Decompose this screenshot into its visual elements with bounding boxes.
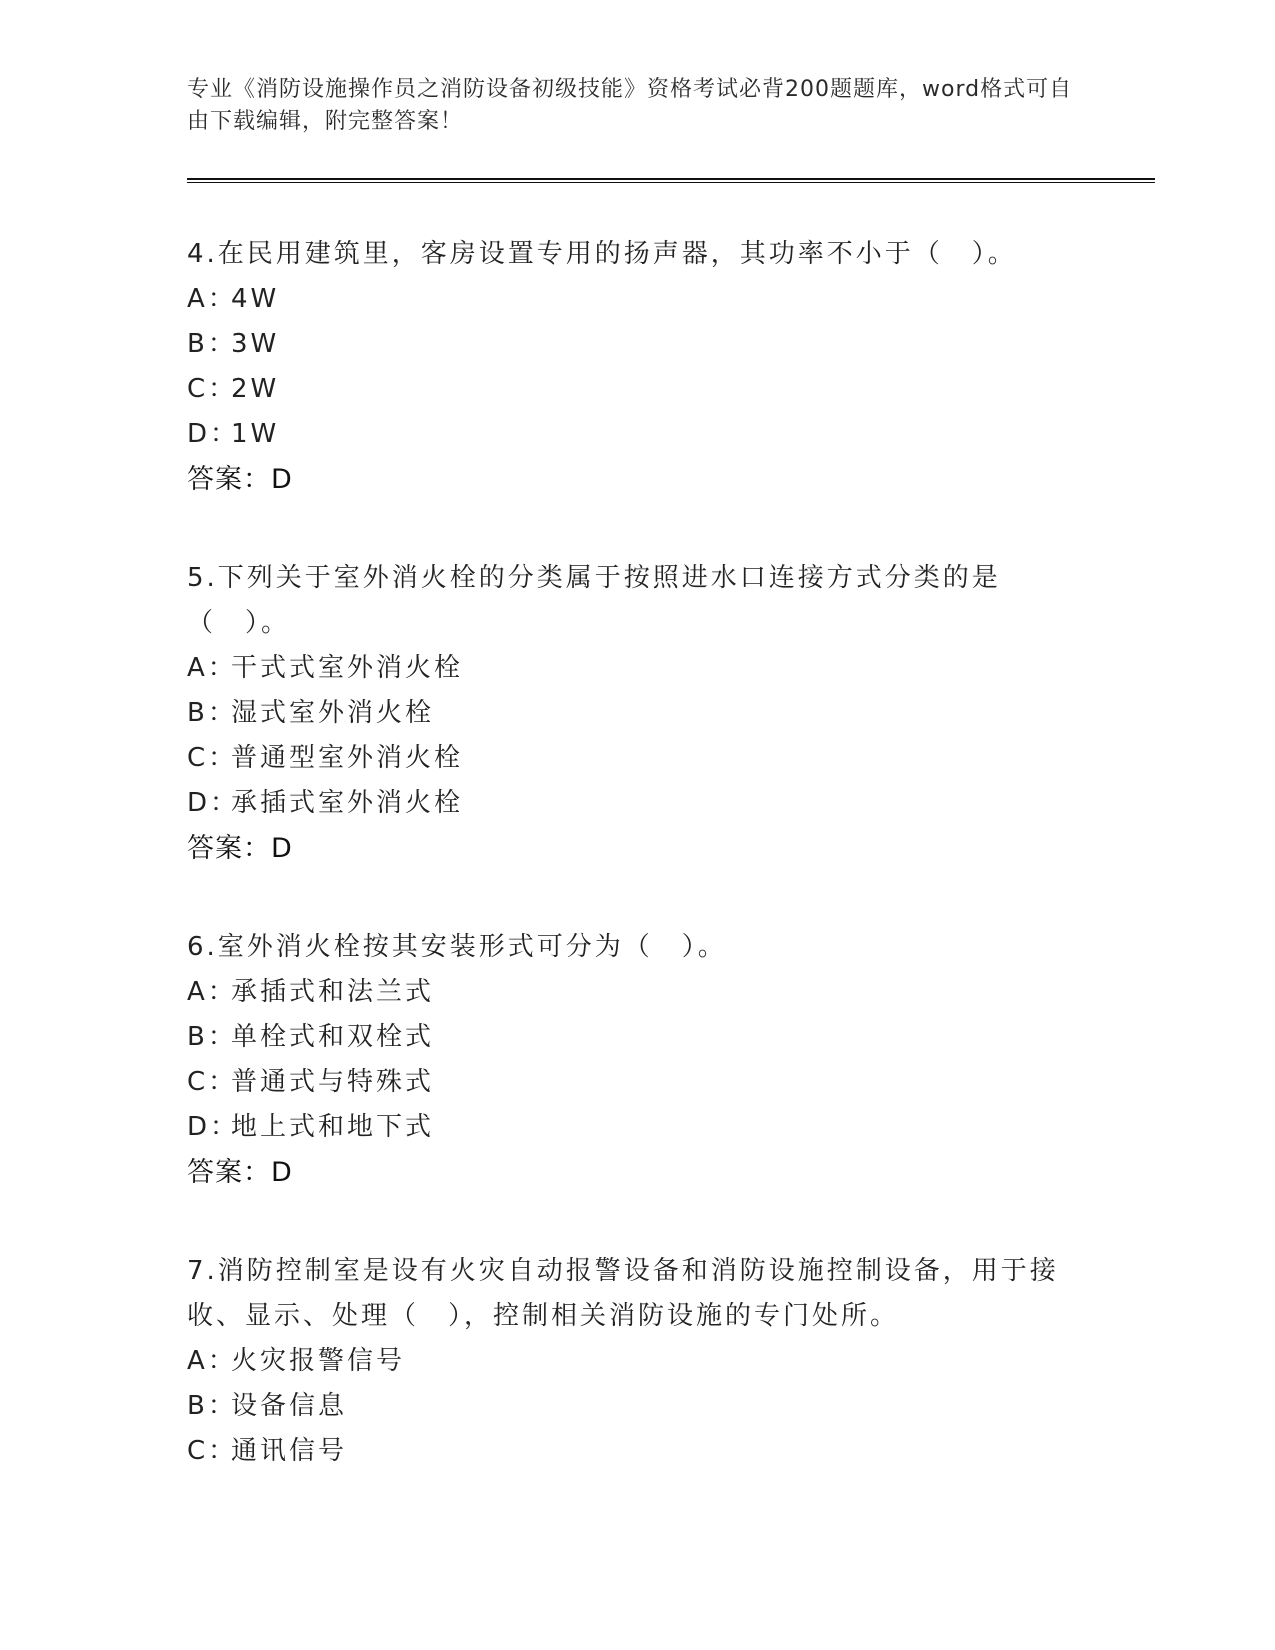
option-c <box>187 1060 1067 1105</box>
option-text: 单栓式和双栓式 <box>231 1022 435 1052</box>
option-text: 火灾报警信号 <box>231 1346 406 1376</box>
option-text: 普通型室外消火栓 <box>231 743 464 773</box>
question-stem: 4.在民用建筑里，客房设置专用的扬声器，其功率不小于（ ）。 <box>187 239 1017 269</box>
option-key: A： <box>187 977 237 1007</box>
option-key: A： <box>187 284 237 314</box>
option-text: 承插式和法兰式 <box>231 977 435 1007</box>
option-text: 2W <box>231 374 280 404</box>
question-list <box>187 232 1067 1528</box>
option-b <box>187 322 1067 367</box>
question-stem: 5.下列关于室外消火栓的分类属于按照进水口连接方式分类的是（ ）。 <box>187 563 1001 638</box>
question-5 <box>187 556 1067 871</box>
question-stem: 7.消防控制室是设有火灾自动报警设备和消防设施控制设备，用于接收、显示、处理（ ），控制相关消防设施的专门处所。 <box>187 1256 1059 1331</box>
option-key: B： <box>187 1391 237 1421</box>
option-text: 3W <box>231 329 280 359</box>
divider-line-thick <box>187 178 1155 180</box>
question-6 <box>187 925 1067 1195</box>
option-text: 4W <box>231 284 280 314</box>
option-key: B： <box>187 1022 237 1052</box>
option-text: 1W <box>231 419 280 449</box>
option-d <box>187 781 1067 826</box>
question-stem: 6.室外消火栓按其安装形式可分为（ ）。 <box>187 932 727 962</box>
option-a <box>187 970 1067 1015</box>
option-b <box>187 691 1067 736</box>
option-text: 普通式与特殊式 <box>231 1067 435 1097</box>
option-text: 设备信息 <box>231 1391 348 1421</box>
option-text: 地上式和地下式 <box>231 1112 435 1142</box>
answer-line: 答案：D <box>187 833 293 864</box>
option-key: B： <box>187 698 237 728</box>
option-text: 承插式室外消火栓 <box>231 788 464 818</box>
header-divider <box>187 178 1155 184</box>
option-key: C： <box>187 743 238 773</box>
option-key: D： <box>187 419 240 449</box>
option-c <box>187 736 1067 781</box>
option-key: C： <box>187 374 238 404</box>
option-key: A： <box>187 1346 237 1376</box>
option-b <box>187 1384 1067 1429</box>
option-key: C： <box>187 1436 238 1466</box>
option-text: 干式式室外消火栓 <box>231 653 464 683</box>
document-header: 专业《消防设施操作员之消防设备初级技能》资格考试必背200题题库，word格式可自由下载编辑，附完整答案！ <box>187 77 1073 134</box>
option-c <box>187 367 1067 412</box>
answer-line: 答案：D <box>187 1157 293 1188</box>
option-key: C： <box>187 1067 238 1097</box>
option-key: D： <box>187 788 240 818</box>
divider-line-thin <box>187 182 1155 183</box>
option-key: B： <box>187 329 237 359</box>
option-text: 通讯信号 <box>231 1436 348 1466</box>
option-a <box>187 277 1067 322</box>
option-key: A： <box>187 653 237 683</box>
question-7 <box>187 1249 1067 1474</box>
question-4 <box>187 232 1067 502</box>
option-b <box>187 1015 1067 1060</box>
option-key: D： <box>187 1112 240 1142</box>
option-d <box>187 1105 1067 1150</box>
option-text: 湿式室外消火栓 <box>231 698 435 728</box>
answer-line: 答案：D <box>187 464 293 495</box>
option-a <box>187 1339 1067 1384</box>
option-a <box>187 646 1067 691</box>
option-c <box>187 1429 1067 1474</box>
option-d <box>187 412 1067 457</box>
